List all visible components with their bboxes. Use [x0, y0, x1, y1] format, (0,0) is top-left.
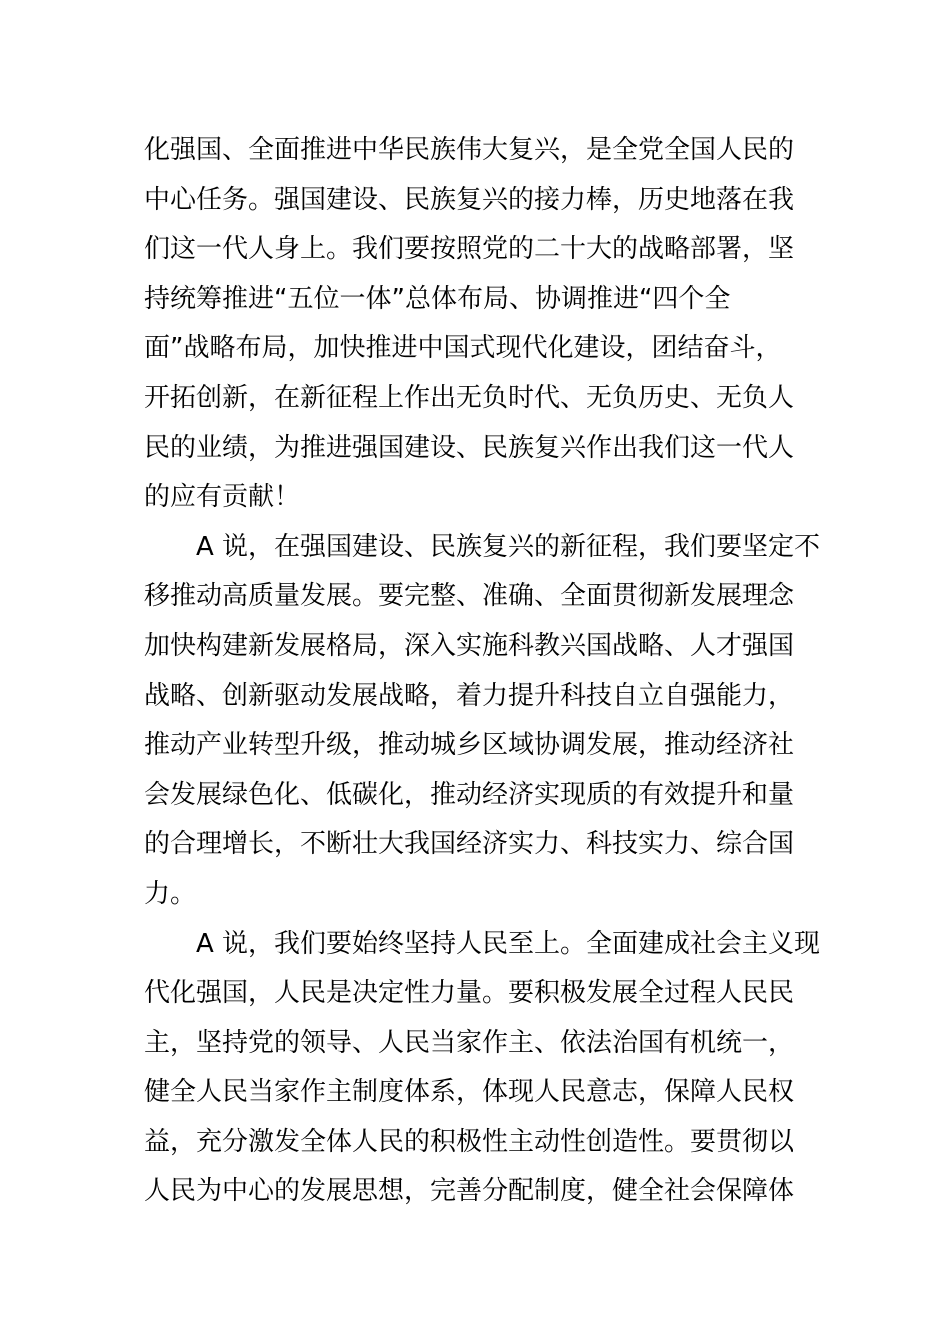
text-line: 中心任务。强国建设、民族复兴的接力棒，历史地落在我	[144, 184, 795, 215]
text-line: 健全人民当家作主制度体系，体现人民意志，保障人民权	[144, 1077, 795, 1108]
text-line: 开拓创新，在新征程上作出无负时代、无负历史、无负人	[144, 382, 795, 413]
text-line: 移推动高质量发展。要完整、准确、全面贯彻新发展理念	[144, 581, 795, 612]
text-line: 面”战略布局，加快推进中国式现代化建设，团结奋斗，	[144, 333, 782, 364]
text-line: 化强国、全面推进中华民族伟大复兴，是全党全国人民的	[144, 135, 795, 165]
text-line: 力。	[144, 878, 197, 909]
text-line: 的合理增长，不断壮大我国经济实力、科技实力、综合国	[144, 829, 795, 860]
text-line: 们这一代人身上。我们要按照党的二十大的战略部署，坚	[144, 234, 795, 265]
text-line: 战略、创新驱动发展战略，着力提升科技自立自强能力，	[144, 680, 795, 711]
text-line: 主，坚持党的领导、人民当家作主、依法治国有机统一，	[144, 1027, 795, 1058]
text-line: 代化强国，人民是决定性力量。要积极发展全过程人民民	[144, 978, 795, 1009]
text-line: 持统筹推进“五位一体”总体布局、协调推进“四个全	[144, 283, 731, 314]
text-line: 加快构建新发展格局，深入实施科教兴国战略、人才强国	[144, 630, 795, 661]
text-line: 推动产业转型升级，推动城乡区域协调发展，推动经济社	[144, 730, 795, 761]
body-text	[144, 126, 824, 1217]
text-line: 会发展绿色化、低碳化，推动经济实现质的有效提升和量	[144, 779, 795, 810]
text-line: 的应有贡献！	[144, 482, 301, 513]
paragraph-first-line: A 说，我们要始终坚持人民至上。全面建成社会主义现	[196, 928, 821, 959]
text-line: 益，充分激发全体人民的积极性主动性创造性。要贯彻以	[144, 1126, 795, 1157]
paragraph-first-line: A 说，在强国建设、民族复兴的新征程，我们要坚定不	[196, 531, 821, 562]
text-line: 人民为中心的发展思想，完善分配制度，健全社会保障体	[144, 1176, 795, 1207]
text-line: 民的业绩，为推进强国建设、民族复兴作出我们这一代人	[144, 432, 795, 463]
